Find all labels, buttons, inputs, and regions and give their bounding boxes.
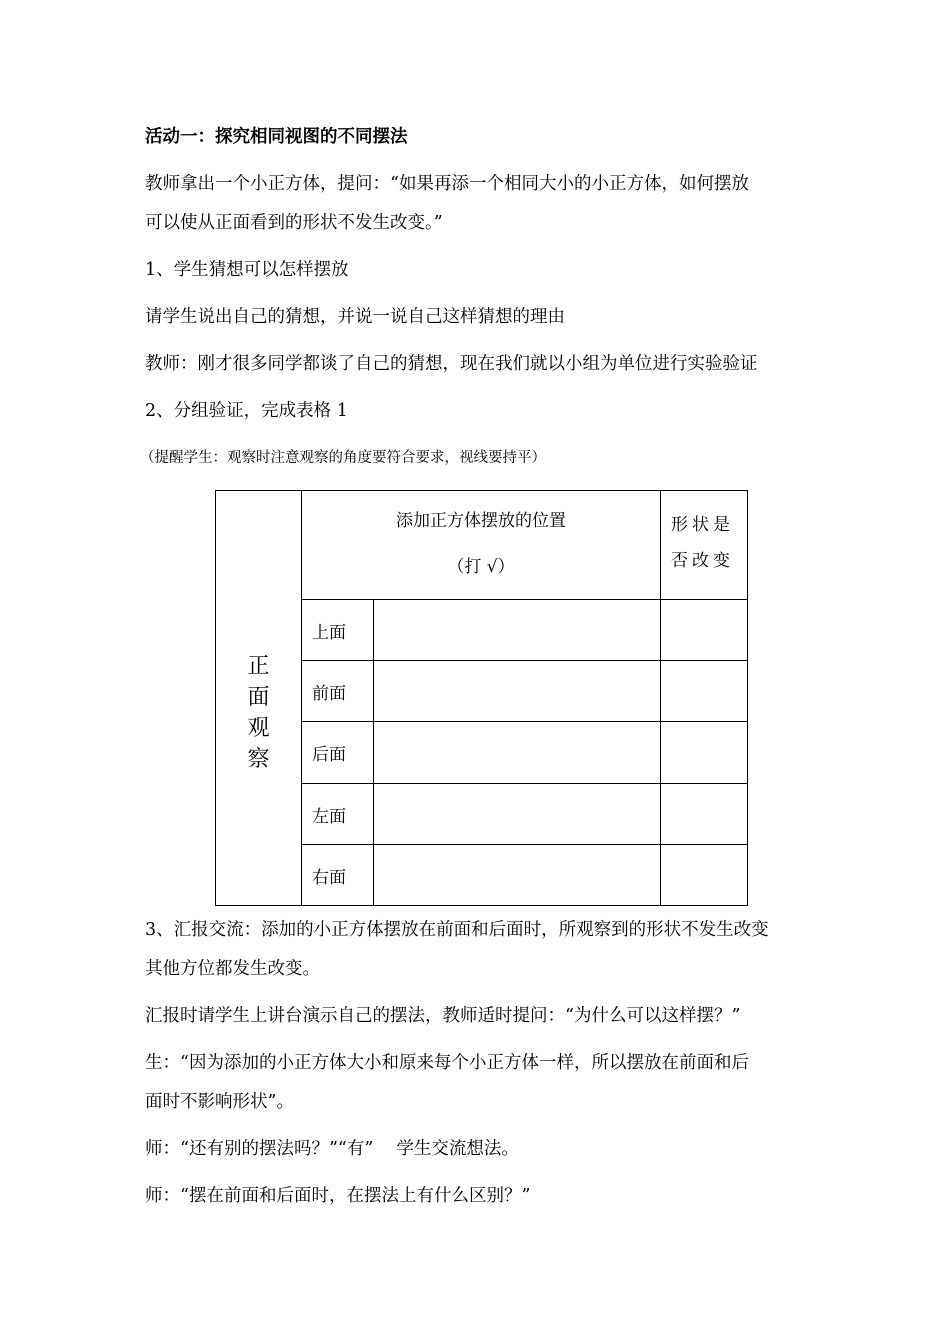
mark-cell[interactable] (374, 722, 661, 784)
side-label-cell (216, 491, 302, 906)
position-cell: 右面 (302, 845, 374, 906)
observation-table (215, 490, 748, 906)
position-header-cell (302, 491, 661, 600)
position-cell: 前面 (302, 661, 374, 722)
paragraph-question-line1: 教师拿出一个小正方体，提问：“如果再添一个相同大小的小正方体，如何摆放 (145, 174, 749, 194)
side-label: 正面观察 (247, 654, 270, 772)
position-cell: 左面 (302, 784, 374, 845)
position-cell: 后面 (302, 722, 374, 784)
step-3-line1: 3、汇报交流：添加的小正方体摆放在前面和后面时，所观察到的形状不发生改变 (145, 920, 769, 940)
activity-title: 活动一：探究相同视图的不同摆法 (145, 127, 408, 147)
reminder-note: （提醒学生：观察时注意观察的角度要符合要求，视线要持平） (140, 450, 546, 466)
paragraph-report: 汇报时请学生上讲台演示自己的摆法，教师适时提问：“为什么可以这样摆？” (145, 1006, 741, 1026)
paragraph-other-methods: 师：“还有别的摆法吗？”“有” 学生交流想法。 (145, 1139, 519, 1159)
step-1-heading: 1、学生猜想可以怎样摆放 (145, 260, 349, 280)
mark-cell[interactable] (374, 600, 661, 661)
shape-header: 形状是否改变 (671, 515, 734, 571)
check-hint: （打 √） (447, 557, 515, 577)
changed-cell[interactable] (661, 600, 748, 661)
position-header: 添加正方体摆放的位置 (396, 511, 566, 531)
paragraph-student-line2: 面时不影响形状”。 (145, 1092, 294, 1112)
paragraph-guess: 请学生说出自己的猜想，并说一说自己这样猜想的理由 (145, 307, 565, 327)
shape-header-cell (661, 491, 748, 600)
step-3-line2: 其他方位都发生改变。 (145, 959, 320, 979)
paragraph-question-line2: 可以使从正面看到的形状不发生改变。” (145, 213, 443, 233)
mark-cell[interactable] (374, 784, 661, 845)
position-cell: 上面 (302, 600, 374, 661)
paragraph-student-line1: 生：“因为添加的小正方体大小和原来每个小正方体一样，所以摆放在前面和后 (145, 1053, 749, 1073)
changed-cell[interactable] (661, 845, 748, 906)
mark-cell[interactable] (374, 845, 661, 906)
mark-cell[interactable] (374, 661, 661, 722)
changed-cell[interactable] (661, 722, 748, 784)
step-2-heading: 2、分组验证，完成表格 1 (145, 401, 348, 421)
paragraph-difference: 师：“摆在前面和后面时，在摆法上有什么区别？” (145, 1186, 531, 1206)
changed-cell[interactable] (661, 784, 748, 845)
changed-cell[interactable] (661, 661, 748, 722)
paragraph-teacher: 教师：刚才很多同学都谈了自己的猜想，现在我们就以小组为单位进行实验验证 (145, 354, 758, 374)
